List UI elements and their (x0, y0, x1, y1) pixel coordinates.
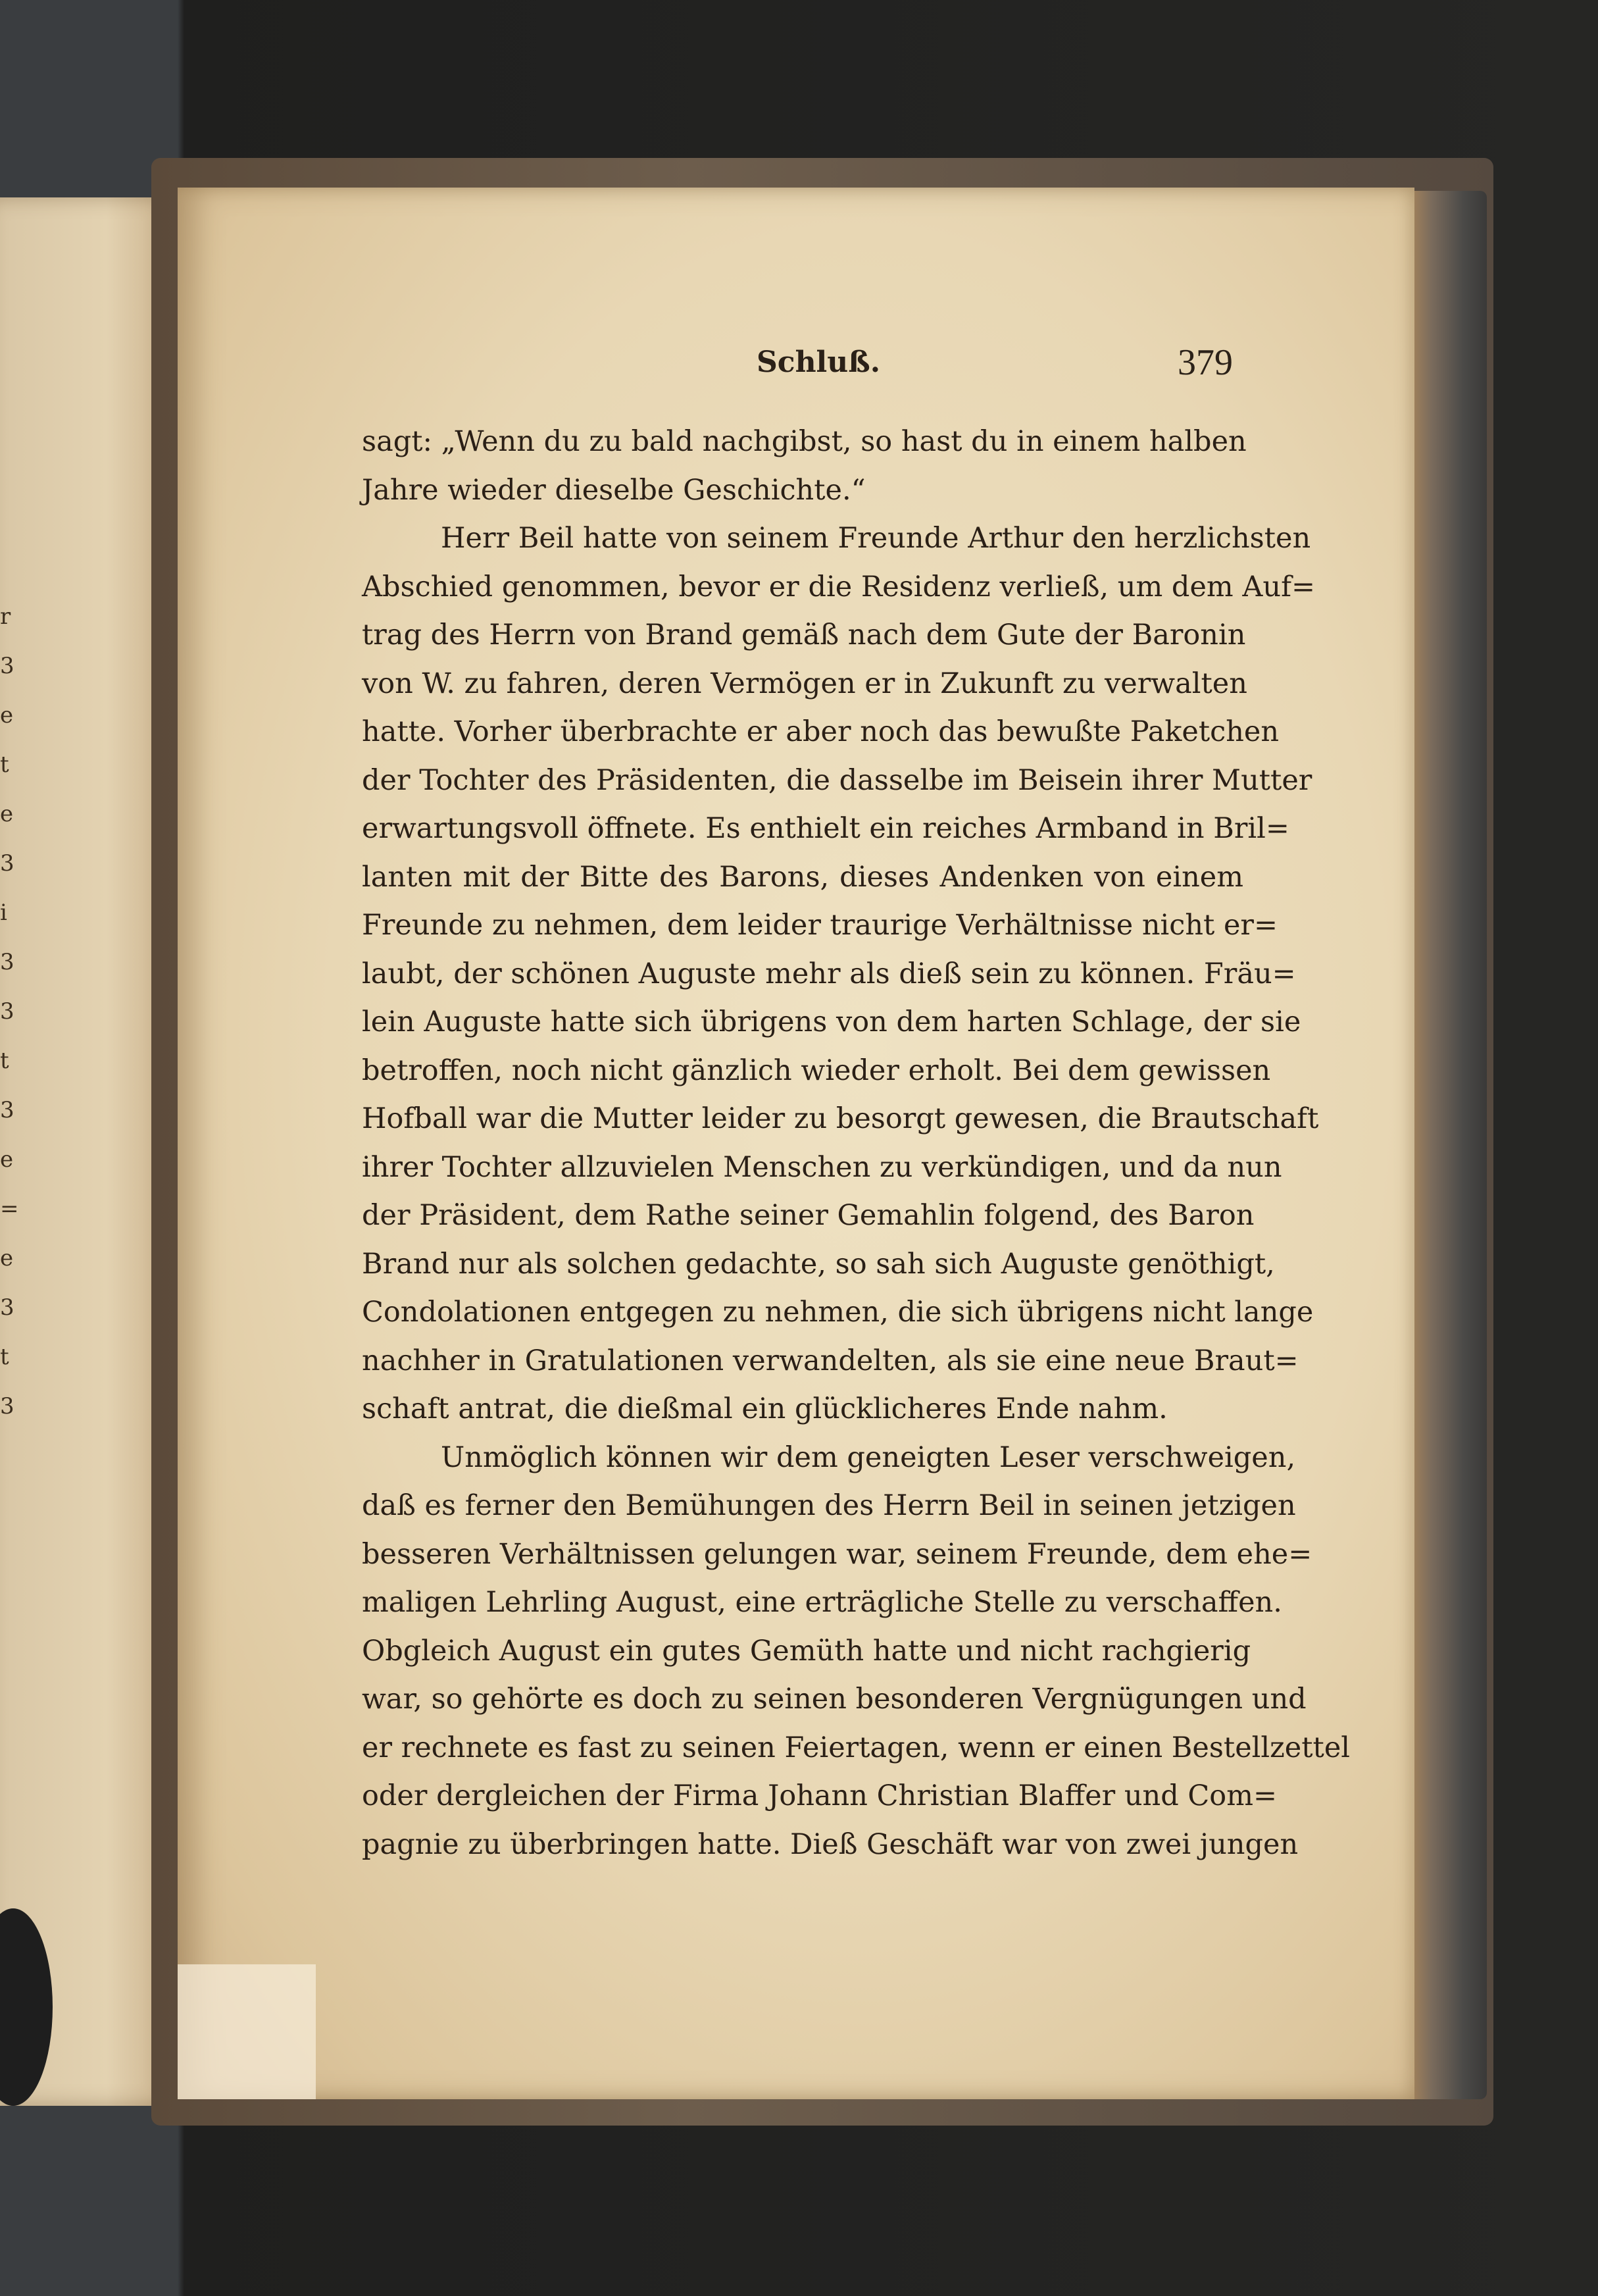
text-line: ihrer Tochter allzuvielen Menschen zu verkündigen, und da nun (362, 1150, 1282, 1184)
text-line: laubt, der schönen Auguste mehr als dieß sein zu können. Fräu= (362, 957, 1296, 990)
body-text (362, 418, 1351, 1869)
text-line: schaft antrat, die dießmal ein glücklicheres Ende nahm. (362, 1392, 1168, 1425)
fragment: 3 (0, 1393, 14, 1419)
text-line: trag des Herrn von Brand gemäß nach dem Gute der Baronin (362, 619, 1246, 651)
text-line: Freunde zu nehmen, dem leider traurige Verhältnisse nicht er= (362, 909, 1278, 942)
fragment: = (0, 1196, 19, 1222)
page-number: 379 (1178, 342, 1233, 383)
fragment: t (0, 1344, 9, 1370)
text-line: nachher in Gratulationen verwandelten, als sie eine neue Braut= (362, 1344, 1299, 1377)
text-line: war, so gehörte es doch zu seinen besonderen Vergnügungen und (362, 1683, 1307, 1716)
text-line: betroffen, noch nicht gänzlich wieder erholt. Bei dem gewissen (362, 1054, 1271, 1087)
fragment: 3 (0, 653, 14, 679)
fragment: t (0, 1048, 9, 1074)
text-line: erwartungsvoll öffnete. Es enthielt ein reiches Armband in Bril= (362, 812, 1289, 845)
fragment: 3 (0, 1097, 14, 1123)
text-line: besseren Verhältnissen gelungen war, seinem Freunde, dem ehe= (362, 1537, 1312, 1571)
text-line: Abschied genommen, bevor er die Residenz verließ, um dem Auf= (362, 570, 1316, 603)
text-line: Brand nur als solchen gedachte, so sah sich Auguste genöthigt, (362, 1247, 1275, 1281)
facing-page-text-fragments (0, 592, 19, 1431)
text-line: daß es ferner den Bemühungen des Herrn Beil in seinen jetzigen (362, 1489, 1296, 1522)
fragment: e (0, 801, 14, 827)
fragment: 3 (0, 949, 14, 975)
fragment: t (0, 752, 9, 778)
fragment: 3 (0, 1294, 14, 1321)
running-head (178, 342, 1414, 398)
text-line: oder dergleichen der Firma Johann Christian Blaffer und Com= (362, 1779, 1277, 1812)
text-line: hatte. Vorher überbrachte er aber noch das bewußte Paketchen (362, 715, 1280, 748)
text-line: Herr Beil hatte von seinem Freunde Arthur den herzlichsten (441, 522, 1311, 555)
text-line: Condolationen entgegen zu nehmen, die sich übrigens nicht lange (362, 1296, 1314, 1329)
text-line: er rechnete es fast zu seinen Feiertagen, wenn er einen Bestellzettel (362, 1731, 1351, 1764)
fragment: 3 (0, 850, 14, 877)
text-line: pagnie zu überbringen hatte. Dieß Geschäft war von zwei jungen (362, 1827, 1299, 1861)
fragment: e (0, 1245, 14, 1271)
text-line: Unmöglich können wir dem geneigten Leser verschweigen, (441, 1441, 1296, 1474)
text-line: maligen Lehrling August, eine erträgliche Stelle zu verschaffen. (362, 1586, 1282, 1619)
fragment: 3 (0, 998, 14, 1025)
text-line: der Präsident, dem Rathe seiner Gemahlin folgend, des Baron (362, 1199, 1255, 1232)
fragment: r (0, 603, 11, 630)
text-line: Jahre wieder dieselbe Geschichte.“ (362, 473, 866, 507)
text-line: lein Auguste hatte sich übrigens von dem harten Schlage, der sie (362, 1006, 1301, 1038)
fragment: i (0, 900, 7, 926)
text-line: Obgleich August ein gutes Gemüth hatte und nicht rachgierig (362, 1634, 1251, 1668)
punch-hole (0, 1908, 53, 2106)
running-title: Schluß. (757, 345, 881, 379)
text-line: von W. zu fahren, deren Vermögen er in Zukunft zu verwalten (362, 667, 1247, 700)
fragment: e (0, 1146, 14, 1173)
book-page (178, 188, 1414, 2099)
text-line: der Tochter des Präsidenten, die dasselbe im Beisein ihrer Mutter (362, 763, 1312, 797)
torn-corner (178, 1964, 316, 2099)
fragment: e (0, 702, 14, 728)
text-line: lanten mit der Bitte des Barons, dieses Andenken von einem (362, 860, 1243, 894)
cover-fore-edge (1408, 191, 1487, 2099)
text-line: sagt: „Wenn du zu bald nachgibst, so hast du in einem halben (362, 425, 1247, 458)
text-line: Hofball war die Mutter leider zu besorgt gewesen, die Brautschaft (362, 1102, 1319, 1135)
